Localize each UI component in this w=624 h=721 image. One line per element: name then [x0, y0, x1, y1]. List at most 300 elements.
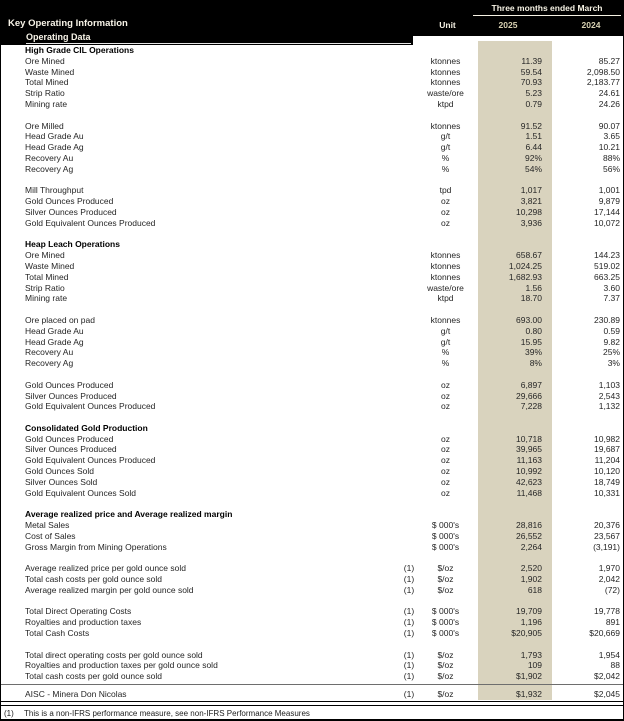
value-2025: 11.39: [521, 55, 542, 66]
value-2024: [550, 412, 623, 423]
value-2025: [476, 552, 550, 563]
row-label: Silver Ounces Sold: [25, 476, 98, 487]
value-2024: 17,144: [594, 206, 620, 217]
value-2024: 10,072: [594, 217, 620, 228]
value-2025: 1.51: [525, 131, 542, 142]
row-label: Strip Ratio: [25, 88, 65, 99]
footnote-ref: [397, 272, 421, 283]
table-row: [1, 520, 623, 531]
row-label: Mill Throughput: [25, 185, 84, 196]
table-row: [1, 77, 623, 88]
footnote-ref: [397, 639, 421, 650]
unit-cell: oz: [441, 466, 450, 477]
footnote-ref: (1): [403, 671, 415, 682]
table-row: [1, 660, 623, 671]
footnote-ref: [397, 153, 421, 164]
row-label: Average realized margin per gold ounce sold: [25, 584, 194, 595]
row-label: [1, 110, 397, 121]
footnote-ref: [397, 239, 421, 250]
row-label: Mining rate: [25, 293, 68, 304]
footnote-ref: (1): [403, 584, 415, 595]
row-label: [1, 552, 397, 563]
footnote-ref: [397, 164, 421, 175]
value-2025: 10,992: [516, 466, 542, 477]
column-header-2024: 2024: [581, 20, 601, 30]
table-row: [1, 455, 623, 466]
spacer-row: [1, 412, 623, 423]
row-label: Average realized price per gold ounce sold: [25, 563, 186, 574]
value-2024: 891: [605, 617, 620, 628]
row-label: Waste Mined: [25, 260, 75, 271]
footnote-ref: [397, 250, 421, 261]
unit-cell: [421, 110, 476, 121]
table-row: [1, 337, 623, 348]
row-label: Total Direct Operating Costs: [25, 606, 132, 617]
table-row: [1, 56, 623, 67]
spacer-row: [1, 369, 623, 380]
unit-cell: ktonnes: [430, 314, 461, 325]
unit-cell: [421, 229, 476, 240]
value-2025: 92%: [524, 152, 542, 163]
value-2025: 39%: [524, 347, 542, 358]
value-2024: [550, 639, 623, 650]
footnote-marker: (1): [4, 708, 14, 718]
value-2024: (72): [604, 584, 620, 595]
table-row: [1, 585, 623, 596]
value-2025: 11,468: [516, 487, 542, 498]
footnote-ref: [397, 358, 421, 369]
footnote-ref: [397, 218, 421, 229]
footnote-ref: [397, 423, 421, 434]
value-2024: [550, 596, 623, 607]
unit-cell: oz: [441, 487, 450, 498]
table-rows-container: [1, 45, 623, 700]
footnote-ref: [397, 434, 421, 445]
table-row: [1, 686, 623, 700]
value-2024: 25%: [602, 347, 620, 358]
row-label: Recovery Ag: [25, 163, 74, 174]
value-2024: 10.21: [598, 142, 620, 153]
value-2025: 109: [527, 660, 542, 671]
table-row: [1, 347, 623, 358]
footnote-ref: [397, 466, 421, 477]
value-2024: 10,120: [594, 466, 620, 477]
value-2024: 24.26: [598, 98, 620, 109]
unit-cell: [421, 175, 476, 186]
unit-cell: ktonnes: [430, 260, 461, 271]
unit-cell: oz: [441, 444, 450, 455]
table-row: [1, 401, 623, 412]
unit-cell: oz: [441, 390, 450, 401]
table-row: [1, 434, 623, 445]
section-header: Consolidated Gold Production: [25, 422, 148, 433]
value-2025: [476, 229, 550, 240]
value-2025: 1,017: [520, 185, 542, 196]
row-label: Waste Mined: [25, 66, 75, 77]
row-label: Total cash costs per gold ounce sold: [25, 671, 163, 682]
section-header: Average realized price and Average realized margin: [25, 509, 233, 520]
row-label: Total cash costs per gold ounce sold: [25, 574, 163, 585]
row-label: Royalties and production taxes per gold ounce sold: [25, 660, 218, 671]
row-label: [1, 498, 397, 509]
value-2025: 1,024.25: [508, 260, 542, 271]
spacer-row: [1, 175, 623, 186]
row-label: Total Mined: [25, 271, 69, 282]
value-2025: 6,897: [520, 379, 542, 390]
footnote-ref: [397, 531, 421, 542]
unit-cell: tpd: [439, 185, 452, 196]
unit-cell: $ 000's: [431, 520, 460, 531]
unit-cell: $/oz: [437, 563, 454, 574]
table-row: [1, 391, 623, 402]
footnote-ref: [397, 261, 421, 272]
value-2025: 19,709: [516, 606, 542, 617]
row-label: [1, 304, 397, 315]
footnote-ref: [397, 185, 421, 196]
table-row: [1, 99, 623, 110]
row-label: Gross Margin from Mining Operations: [25, 541, 167, 552]
value-2025: 11,163: [516, 455, 542, 466]
unit-cell: $/oz: [437, 574, 454, 585]
value-2025: 59.54: [520, 66, 542, 77]
table-row: [1, 574, 623, 585]
value-2024: 10,331: [594, 487, 620, 498]
value-2024: 85.27: [598, 55, 620, 66]
footnote-ref: (1): [403, 689, 415, 700]
unit-cell: ktpd: [437, 293, 454, 304]
value-2024: [550, 498, 623, 509]
value-2025: 26,552: [516, 530, 542, 541]
row-label: Gold Ounces Produced: [25, 196, 114, 207]
separator-line: [1, 684, 623, 685]
row-label: AISC - Minera Don Nicolas: [25, 689, 127, 700]
unit-cell: ktpd: [437, 98, 454, 109]
unit-cell: oz: [441, 206, 450, 217]
row-label: Head Grade Ag: [25, 142, 84, 153]
table-row: [1, 315, 623, 326]
row-label: Ore Milled: [25, 120, 64, 131]
value-2025: [476, 412, 550, 423]
value-2025: [476, 239, 550, 250]
footnote-ref: [397, 401, 421, 412]
value-2025: 2,520: [520, 563, 542, 574]
footnote-ref: [397, 175, 421, 186]
table-row: [1, 131, 623, 142]
table-row: [1, 628, 623, 639]
table-row: [1, 466, 623, 477]
footnote-ref: [397, 488, 421, 499]
spacer-row: [1, 304, 623, 315]
value-2024: [550, 110, 623, 121]
footnote-ref: [397, 207, 421, 218]
value-2024: 1,103: [598, 379, 620, 390]
footnote-ref: [397, 337, 421, 348]
table-row: [1, 67, 623, 78]
row-label: [1, 369, 397, 380]
value-2024: 2,543: [598, 390, 620, 401]
row-label: Ore Mined: [25, 55, 65, 66]
unit-cell: ktonnes: [430, 55, 461, 66]
value-2024: 1,001: [598, 185, 620, 196]
table-row: [1, 380, 623, 391]
report-header: [1, 1, 623, 45]
value-2024: 1,954: [598, 649, 620, 660]
footnote-ref: [397, 77, 421, 88]
value-2024: 230.89: [594, 314, 620, 325]
spacer-row: [1, 110, 623, 121]
footnote-ref: (1): [403, 606, 415, 617]
value-2025: [476, 639, 550, 650]
footnote-ref: (1): [403, 617, 415, 628]
unit-cell: oz: [441, 379, 450, 390]
unit-cell: $ 000's: [431, 530, 460, 541]
value-2024: 88: [610, 660, 620, 671]
unit-cell: [421, 412, 476, 423]
row-label: Gold Equivalent Ounces Sold: [25, 487, 137, 498]
unit-cell: $ 000's: [431, 606, 460, 617]
footnote-ref: [397, 412, 421, 423]
value-2025: 10,298: [516, 206, 542, 217]
value-2025: [476, 110, 550, 121]
table-row: [1, 477, 623, 488]
row-label: Recovery Au: [25, 152, 74, 163]
value-2024: 3.65: [603, 131, 620, 142]
value-2025: [476, 175, 550, 186]
footnote-ref: [397, 380, 421, 391]
unit-cell: [421, 369, 476, 380]
footnote-ref: (1): [403, 649, 415, 660]
value-2025: 7,228: [520, 401, 542, 412]
footnote-ref: (1): [403, 660, 415, 671]
footnote-ref: [397, 542, 421, 553]
table-row: [1, 326, 623, 337]
section-row: [1, 45, 623, 56]
section-row: [1, 239, 623, 250]
value-2024: [550, 239, 623, 250]
value-2025: 658.67: [516, 250, 542, 261]
value-2025: 18.70: [520, 293, 542, 304]
value-2024: 7.37: [603, 293, 620, 304]
value-2024: $2,045: [594, 689, 620, 700]
separator-rule: [1, 682, 623, 686]
value-2024: 0.59: [603, 325, 620, 336]
value-2024: 23,567: [594, 530, 620, 541]
column-header-2025: 2025: [498, 20, 518, 30]
footnote-ref: [397, 520, 421, 531]
period-column-header: Three months ended March: [473, 3, 621, 16]
footnote-ref: [397, 283, 421, 294]
row-label: Head Grade Au: [25, 325, 84, 336]
row-label: Ore Mined: [25, 250, 65, 261]
value-2025: 1,793: [520, 649, 542, 660]
value-2025: [476, 304, 550, 315]
value-2025: 1,902: [520, 574, 542, 585]
value-2024: 2,042: [598, 574, 620, 585]
row-label: Silver Ounces Produced: [25, 206, 117, 217]
row-label: Recovery Ag: [25, 358, 74, 369]
value-2025: 3,936: [520, 217, 542, 228]
table-row: [1, 444, 623, 455]
row-label: Head Grade Au: [25, 131, 84, 142]
unit-cell: oz: [441, 217, 450, 228]
table-row: [1, 531, 623, 542]
unit-cell: [421, 423, 476, 434]
value-2024: 663.25: [594, 271, 620, 282]
value-2025: 1,196: [520, 617, 542, 628]
value-2024: [550, 45, 623, 56]
footnote: [1, 706, 623, 720]
value-2024: [550, 175, 623, 186]
table-row: [1, 185, 623, 196]
table-row: [1, 164, 623, 175]
row-label: Total Cash Costs: [25, 628, 90, 639]
value-2024: 519.02: [594, 260, 620, 271]
footnote-ref: [397, 110, 421, 121]
value-2024: (3,191): [593, 541, 620, 552]
unit-cell: ktonnes: [430, 120, 461, 131]
spacer-row: [1, 596, 623, 607]
footnote-ref: [397, 315, 421, 326]
footnote-ref: (1): [403, 574, 415, 585]
value-2024: 24.61: [598, 88, 620, 99]
table-row: [1, 283, 623, 294]
row-label: Royalties and production taxes: [25, 617, 142, 628]
unit-cell: [421, 639, 476, 650]
unit-cell: $ 000's: [431, 617, 460, 628]
footnote-ref: [397, 196, 421, 207]
unit-column-header: Unit: [439, 20, 456, 30]
row-label: Gold Equivalent Ounces Produced: [25, 455, 156, 466]
value-2025: $20,905: [511, 628, 542, 639]
unit-cell: g/t: [440, 131, 451, 142]
table-row: [1, 218, 623, 229]
unit-cell: [421, 552, 476, 563]
footnote-ref: [397, 56, 421, 67]
row-label: Gold Equivalent Ounces Produced: [25, 401, 156, 412]
value-2025: 10,718: [516, 433, 542, 444]
footnote-ref: [397, 67, 421, 78]
unit-cell: ktonnes: [430, 250, 461, 261]
value-2024: [550, 304, 623, 315]
value-2024: 3%: [607, 358, 620, 369]
row-label: Gold Equivalent Ounces Produced: [25, 217, 156, 228]
table-row: [1, 650, 623, 661]
value-2024: 3.60: [603, 282, 620, 293]
footnote-ref: [397, 142, 421, 153]
footnote-ref: [397, 121, 421, 132]
value-2024: 9.82: [603, 336, 620, 347]
table-row: [1, 196, 623, 207]
unit-cell: oz: [441, 433, 450, 444]
row-label: Strip Ratio: [25, 282, 65, 293]
value-2025: 3,821: [520, 196, 542, 207]
value-2024: 9,879: [598, 196, 620, 207]
unit-cell: [421, 304, 476, 315]
footnote-ref: [397, 45, 421, 56]
footnote-ref: [397, 99, 421, 110]
spacer-row: [1, 498, 623, 509]
value-2025: 693.00: [516, 314, 542, 325]
value-2024: 11,204: [594, 455, 620, 466]
unit-cell: $/oz: [437, 689, 454, 700]
footnote-ref: (1): [403, 563, 415, 574]
unit-cell: g/t: [440, 336, 451, 347]
footnote-ref: [397, 498, 421, 509]
row-label: [1, 639, 397, 650]
footnote-ref: (1): [403, 628, 415, 639]
value-2025: 29,666: [516, 390, 542, 401]
section-header: High Grade CIL Operations: [25, 45, 134, 55]
table-row: [1, 250, 623, 261]
value-2025: 42,623: [516, 476, 542, 487]
value-2025: [476, 423, 550, 434]
operating-data-table: [1, 45, 623, 700]
row-label: [1, 229, 397, 240]
unit-cell: g/t: [440, 325, 451, 336]
value-2025: [476, 45, 550, 56]
section-row: [1, 423, 623, 434]
row-label: Gold Ounces Produced: [25, 379, 114, 390]
unit-cell: $ 000's: [431, 628, 460, 639]
footnote-text: This is a non-IFRS performance measure, see non-IFRS Performance Measures: [24, 708, 310, 718]
value-2025: 6.44: [525, 142, 542, 153]
value-2024: 1,132: [598, 401, 620, 412]
value-2025: 1.56: [525, 282, 542, 293]
value-2025: [476, 369, 550, 380]
footnote-ref: [397, 293, 421, 304]
footnote-ref: [397, 347, 421, 358]
unit-cell: %: [441, 152, 450, 163]
value-2024: [550, 509, 623, 520]
value-2024: 1,970: [598, 563, 620, 574]
table-row: [1, 153, 623, 164]
value-2025: [476, 596, 550, 607]
footnote-ref: [397, 444, 421, 455]
value-2025: 618: [527, 584, 542, 595]
unit-cell: %: [441, 347, 450, 358]
value-2024: 90.07: [598, 120, 620, 131]
unit-cell: oz: [441, 196, 450, 207]
row-label: Total direct operating costs per gold ounce sold: [25, 649, 203, 660]
footnote-ref: [397, 477, 421, 488]
table-row: [1, 121, 623, 132]
table-row: [1, 293, 623, 304]
table-row: [1, 261, 623, 272]
value-2025: 0.79: [525, 98, 542, 109]
row-label: Total Mined: [25, 77, 69, 88]
unit-cell: ktonnes: [430, 66, 461, 77]
value-2024: $20,669: [589, 628, 620, 639]
unit-cell: g/t: [440, 142, 451, 153]
table-row: [1, 207, 623, 218]
value-2024: [550, 423, 623, 434]
unit-cell: $/oz: [437, 584, 454, 595]
table-row: [1, 671, 623, 682]
spacer-row: [1, 639, 623, 650]
table-row: [1, 488, 623, 499]
row-label: Metal Sales: [25, 520, 70, 531]
unit-cell: %: [441, 163, 450, 174]
table-row: [1, 358, 623, 369]
footnote-ref: [397, 304, 421, 315]
footnote-ref: [397, 455, 421, 466]
unit-cell: oz: [441, 455, 450, 466]
footnote-ref: [397, 596, 421, 607]
value-2024: 2,183.77: [586, 77, 620, 88]
table-row: [1, 542, 623, 553]
value-2024: 56%: [602, 163, 620, 174]
page-title: Key Operating Information: [8, 18, 128, 29]
